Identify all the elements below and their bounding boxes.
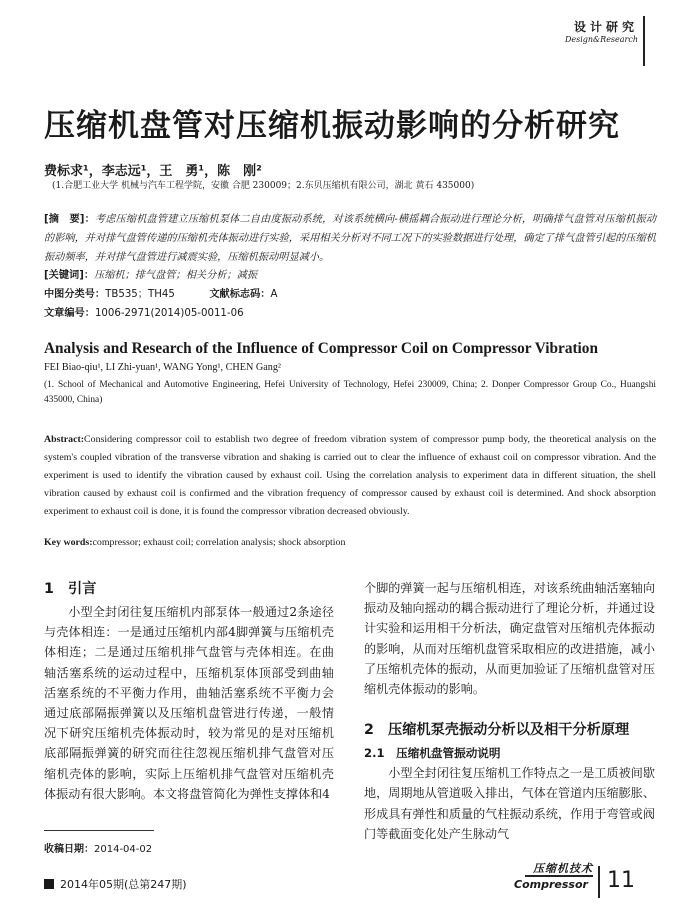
section-1-heading: 1 引言 — [44, 581, 97, 597]
section-2-1-paragraph: 小型全封闭往复压缩机工作特点之一是工质被间歇地，周期地从管道吸入排出，气体在管道内压缩膨胀、形成具有弹性和质量的气柱振动系统，作用于弯管或阀门等截面变化处产生脉动气 — [364, 766, 655, 841]
keywords-cn-text: 压缩机；排气盘管；相关分析；减振 — [94, 270, 258, 281]
issue-info: 2014年05期(总第247期) — [60, 878, 187, 891]
abstract-en-label: Abstract: — [44, 434, 85, 445]
section-label-cn: 设计研究 — [573, 20, 638, 34]
received-date — [44, 840, 152, 855]
abstract-cn-text: 考虑压缩机盘管建立压缩机泵体二自由度振动系统，对该系统横向-横摇耦合振动进行理论分析，明确排气盘管对压缩机振动的影响，并对排气盘管传递的压缩机壳体振动进行实验，采用相关分析对不同工况下的实验数据进行处理，确定了排气盘管引起的压缩机振动频率，并对排气盘管进行减震实验，压缩机振动明显减小。 — [44, 214, 657, 263]
footnote-rule — [44, 830, 154, 831]
article-number-line — [44, 304, 244, 319]
abstract-cn-label: [摘 要]： — [44, 214, 95, 225]
abstract-en-text: Considering compressor coil to establish two degree of freedom vibration system of compressor pump body, the theoretical analysis on the system's coupled vibration of the transverse vibration and shaking is carried out to clear the influence of exhaust coil on compressor vibration. And the experiment is used to identify the vibration caused by exhaust coil. Using the correlation analysis to experiment data in different situation, the shell vibration caused by exhaust coil is confirmed and the vibration frequency of compressor caused by exhaust coil is determined. And shock absorption experiment to exhaust coil is done, it is found the compressor vibration decreased obviously. — [44, 434, 656, 517]
abstract-en — [44, 431, 656, 521]
journal-logo-en: Compressor — [514, 878, 588, 891]
doc-code-value: A — [270, 289, 278, 300]
keywords-en-text: compressor; exhaust coil; correlation analysis; shock absorption — [92, 537, 346, 548]
doc-code-label: 文献标志码： — [209, 289, 271, 300]
journal-logo-cn: 压缩机技术 — [525, 862, 593, 877]
section-label-en: Design&Research — [564, 35, 638, 44]
article-no-value: 1006-2971(2014)05-0011-06 — [94, 308, 244, 319]
page-number: 11 — [607, 868, 635, 893]
keywords-en-label: Key words: — [44, 537, 93, 548]
keywords-cn-label: [关键词]： — [44, 270, 95, 281]
body-column-left — [44, 578, 334, 804]
abstract-cn — [44, 210, 656, 267]
received-value: 2014-04-02 — [94, 844, 153, 855]
article-title-en: Analysis and Research of the Influence of Compressor Coil on Compressor Vibration — [44, 340, 598, 357]
authors-cn: 费标求¹，李志远¹，王 勇¹，陈 刚² — [44, 164, 262, 179]
body-column-right — [364, 578, 655, 844]
footer-divider — [598, 866, 600, 898]
classification-line — [44, 285, 277, 300]
issue-square-icon — [44, 879, 54, 889]
clc-label: 中图分类号： — [44, 289, 106, 300]
section-1-paragraph-continued: 个脚的弹簧一起与压缩机相连，对该系统曲轴活塞轴向振动及轴向摇动的耦合振动进行了理论分析，并通过设计实验和运用相干分析法，确定盘管对压缩机壳体振动的影响，从而对压缩机盘管采取相应的改进措施，减小了压缩机壳体的振动，从而更加验证了压缩机盘管对压缩机壳体振动的影响。 — [364, 581, 655, 697]
section-1-paragraph: 小型全封闭往复压缩机内部泵体一般通过2条途径与壳体相连：一是通过压缩机内部4脚弹簧与压缩机壳体相连；二是通过压缩机排气盘管与壳体相连。在曲轴活塞系统的运动过程中，压缩机泵体顶部受到曲轴活塞系统的不平衡力作用，曲轴活塞系统不平衡力会通过底部隔振弹簧以及压缩机盘管进行传递，一般情况下研究压缩机壳体振动时，较为常见的是对压缩机底部隔振弹簧的研究而往往忽视压缩机排气盘管对压缩机壳体的影响，实际上压缩机排气盘管对压缩机壳体振动有很大影响。本文将盘管简化为弹性支撑体和4 — [44, 605, 334, 801]
article-title-cn: 压缩机盘管对压缩机振动影响的分析研究 — [44, 108, 620, 144]
header-divider — [643, 16, 645, 66]
keywords-en — [44, 537, 345, 548]
section-2-heading: 2 压缩机泵壳振动分析以及相干分析原理 — [364, 722, 630, 739]
affiliation-en: (1. School of Mechanical and Automotive Engineering, Hefei University of Technology, Hefei 230009, China; 2. Donper Compressor Group Co., Huangshi 435000, China) — [44, 380, 656, 405]
clc-value: TB535；TH45 — [105, 289, 175, 300]
authors-en: FEI Biao-qiu¹, LI Zhi-yuan¹, WANG Yong¹, CHEN Gang² — [44, 362, 281, 373]
affiliation-cn: (1.合肥工业大学 机械与汽车工程学院，安徽 合肥 230009；2.东贝压缩机有限公司，湖北 黄石 435000) — [52, 181, 475, 191]
received-label: 收稿日期： — [44, 844, 94, 855]
keywords-cn — [44, 266, 257, 281]
section-2-1-heading: 2.1 压缩机盘管振动说明 — [364, 746, 501, 761]
article-no-label: 文章编号： — [44, 308, 95, 319]
